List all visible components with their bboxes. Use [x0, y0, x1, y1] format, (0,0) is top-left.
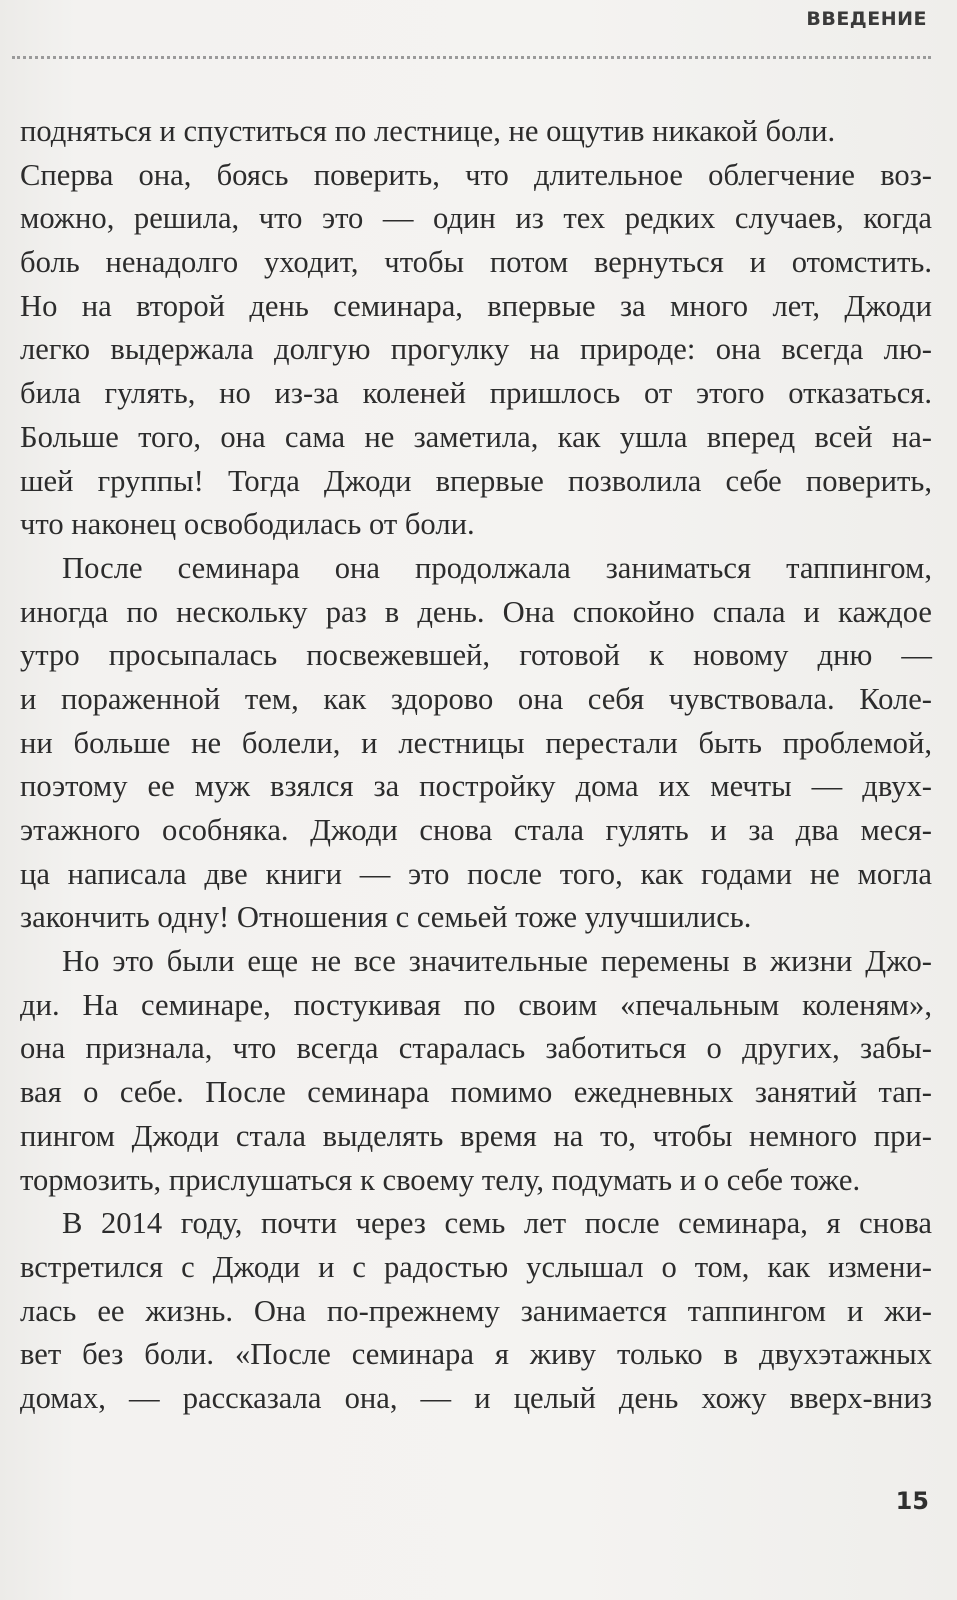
text-line: встретился с Джоди и с радостью услышал о том, как измени- — [20, 1249, 932, 1284]
text-line: Больше того, она сама не заметила, как ушла вперед всей на- — [20, 419, 932, 454]
text-line: и пораженной тем, как здорово она себя чувствовала. Коле- — [20, 681, 932, 716]
text-line: После семинара она продолжала заниматься таппингом, — [62, 550, 932, 585]
text-line: закончить одну! Отношения с семьей тоже улучшились. — [20, 900, 752, 935]
text-line: подняться и спуститься по лестнице, не ощутив никакой боли. — [20, 114, 836, 148]
text-line: Сперва она, боясь поверить, что длительное облегчение воз- — [20, 157, 932, 192]
text-line: ца написала две книги — это после того, как годами не могла — [20, 856, 932, 891]
text-line: лась ее жизнь. Она по-прежнему занимается таппингом и жи- — [20, 1293, 932, 1328]
text-line: ди. На семинаре, постукивая по своим «печальным коленям», — [20, 987, 932, 1022]
text-line: била гулять, но из-за коленей пришлось от этого отказаться. — [20, 376, 932, 411]
text-line: она признала, что всегда старалась заботиться о других, забы- — [20, 1031, 932, 1066]
text-line: боль ненадолго уходит, чтобы потом вернуться и отомстить. — [20, 245, 932, 280]
text-line: поэтому ее муж взялся за постройку дома их мечты — двух- — [20, 769, 932, 804]
text-line: шей группы! Тогда Джоди впервые позволила себе поверить, — [20, 463, 932, 498]
page-number: 15 — [895, 1487, 929, 1515]
text-line: Но это были еще не все значительные перемены в жизни Джо- — [62, 944, 932, 979]
text-line: В 2014 году, почти через семь лет после семинара, я снова — [62, 1206, 932, 1241]
text-line: вая о себе. После семинара помимо ежедневных занятий тап- — [20, 1075, 932, 1110]
text-line: тормозить, прислушаться к своему телу, подумать и о себе тоже. — [20, 1162, 861, 1197]
text-line: утро просыпалась посвежевшей, готовой к новому дню — — [20, 638, 932, 673]
text-line: вет без боли. «После семинара я живу только в двухэтажных — [20, 1337, 932, 1372]
text-line: ни больше не болели, и лестницы перестали быть проблемой, — [20, 725, 932, 760]
text-line: домах, — рассказала она, — и целый день хожу вверх-вниз — [20, 1380, 932, 1415]
text-line: Но на второй день семинара, впервые за много лет, Джоди — [20, 288, 932, 323]
header-dotted-rule — [12, 56, 931, 59]
running-head: ВВЕДЕНИЕ — [806, 8, 927, 30]
text-line: иногда по нескольку раз в день. Она спокойно спала и каждое — [20, 594, 932, 629]
body-text — [20, 110, 932, 1421]
text-line: что наконец освободилась от боли. — [20, 507, 475, 542]
text-line: пингом Джоди стала выделять время на то, чтобы немного при- — [20, 1118, 932, 1153]
text-line: этажного особняка. Джоди снова стала гулять и за два меся- — [20, 813, 932, 847]
text-line: можно, решила, что это — один из тех редких случаев, когда — [20, 201, 932, 236]
text-line: легко выдержала долгую прогулку на природе: она всегда лю- — [20, 332, 932, 367]
